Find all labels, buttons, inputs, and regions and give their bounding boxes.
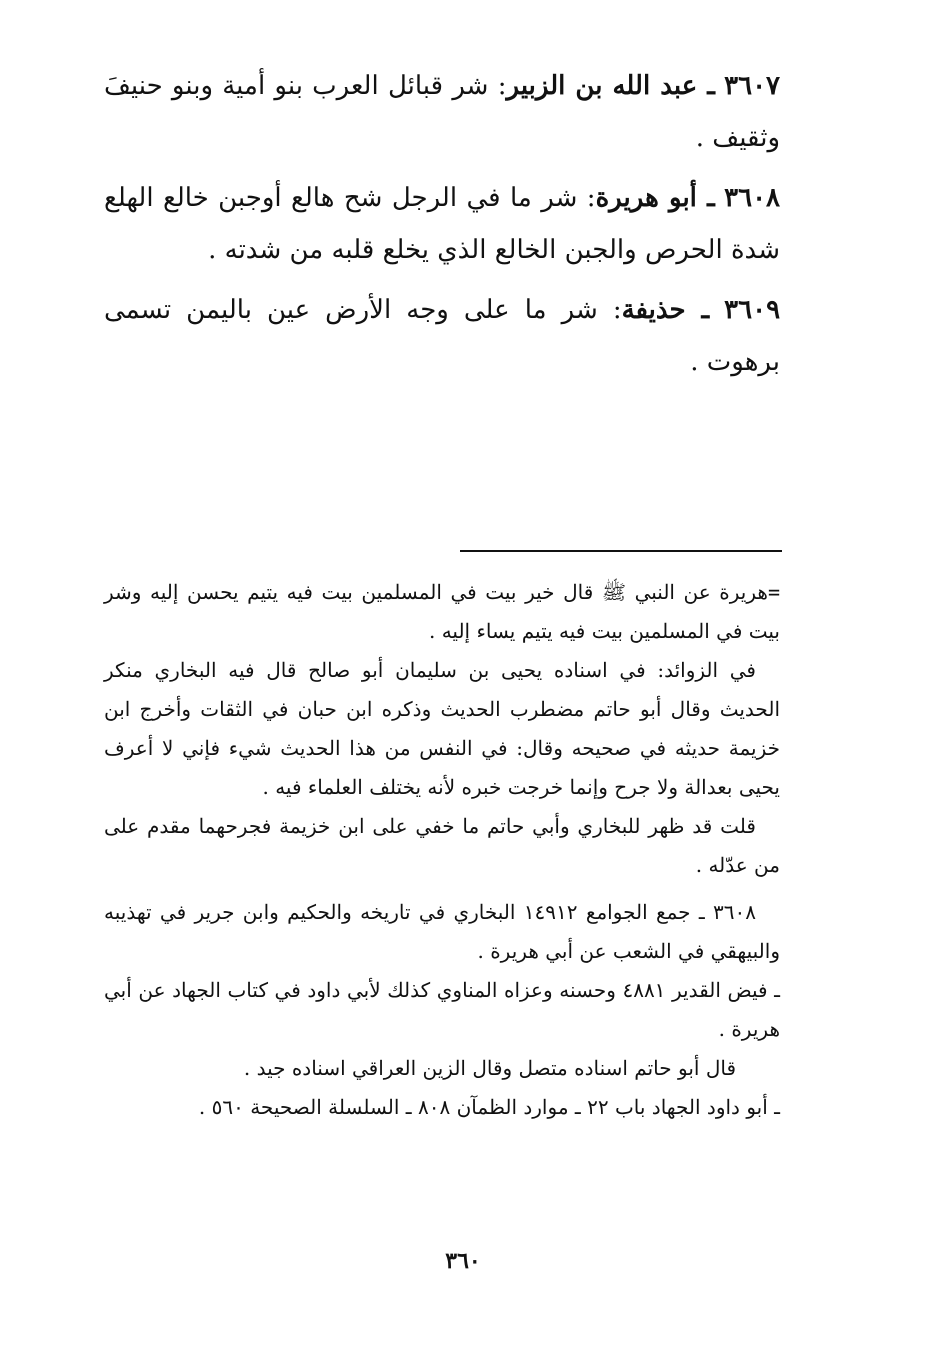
footnote-line: =هريرة عن النبي ﷺ قال خير بيت في المسلمين بيت فيه يتيم يحسن إليه وشر بيت في المسلمين بيت فيه يتيم يساء إليه . [104,580,780,643]
continuation-mark: = [767,580,780,604]
entry-speaker: أبو هريرة [595,183,697,213]
entry-3607: ٣٦٠٧ ـ عبد الله بن الزبير: شر قبائل العرب بنو أمية وبنو حنيفَ وثقيف . [104,71,780,153]
footnote-line: ٣٦٠٨ ـ جمع الجوامع ١٤٩١٢ البخاري في تاريخه والحكيم وابن جرير في تهذيبه والبيهقي في الشعب عن أبي هريرة . [104,900,780,963]
entry-3608: ٣٦٠٨ ـ أبو هريرة: شر ما في الرجل شح هالع أوجبن خالع الهلع شدة الحرص والجبن الخالع الذي يخلع قلبه من شدته . [104,183,781,265]
entry-text: شر ما على وجه الأرض عين باليمن تسمى برهوت . [104,295,780,377]
entry-3609: ٣٦٠٩ ـ حذيفة: شر ما على وجه الأرض عين باليمن تسمى برهوت . [104,295,781,377]
footnote-line: قال أبو حاتم اسناده متصل وقال الزين العراقي اسناده جيد . [243,1056,736,1080]
footnote-line: ـ فيض القدير ٤٨٨١ وحسنه وعزاه المناوي كذلك لأبي داود في كتاب الجهاد عن أبي هريرة . [104,978,780,1041]
entry-number: ٣٦٠٨ [724,183,781,213]
entry-speaker: عبد الله بن الزبير [506,71,698,101]
entry-text: شر قبائل العرب بنو أمية وبنو حنيفَ وثقيف . [104,71,780,153]
footnote-divider [460,550,782,552]
entry-number: ٣٦٠٧ [724,71,780,101]
footnote-line: ـ أبو داود الجهاد باب ٢٢ ـ موارد الظمآن ٨٠٨ ـ السلسلة الصحيحة ٥٦٠ . [198,1095,780,1119]
entry-text: شر ما في الرجل شح هالع أوجبن خالع الهلع شدة الحرص والجبن الخالع الذي يخلع قلبه من شدته . [104,183,780,265]
main-text [104,60,780,388]
entry-speaker: حذيفة [621,295,686,325]
footnote-line: في الزوائد: في اسناده يحيى بن سليمان أبو صالح قال فيه البخاري منكر الحديث وقال أبو حاتم مضطرب الحديث وذكره ابن حبان في الثقات وأخرج ابن خزيمة حديثه في صحيحه وقال: في النفس من هذا الحديث شيء فإني لا أعرف يحيى بعدالة ولا جرح وإنما خرجت خبره لأنه يختلف العلماء فيه . [104,658,780,799]
footnote-line: قلت قد ظهر للبخاري وأبي حاتم ما خفي على ابن خزيمة فجرحهما مقدم على من عدّله . [104,814,780,877]
page-number: ٣٦٠ [445,1248,481,1274]
footnotes [104,573,780,1127]
entry-number: ٣٦٠٩ [724,295,781,325]
